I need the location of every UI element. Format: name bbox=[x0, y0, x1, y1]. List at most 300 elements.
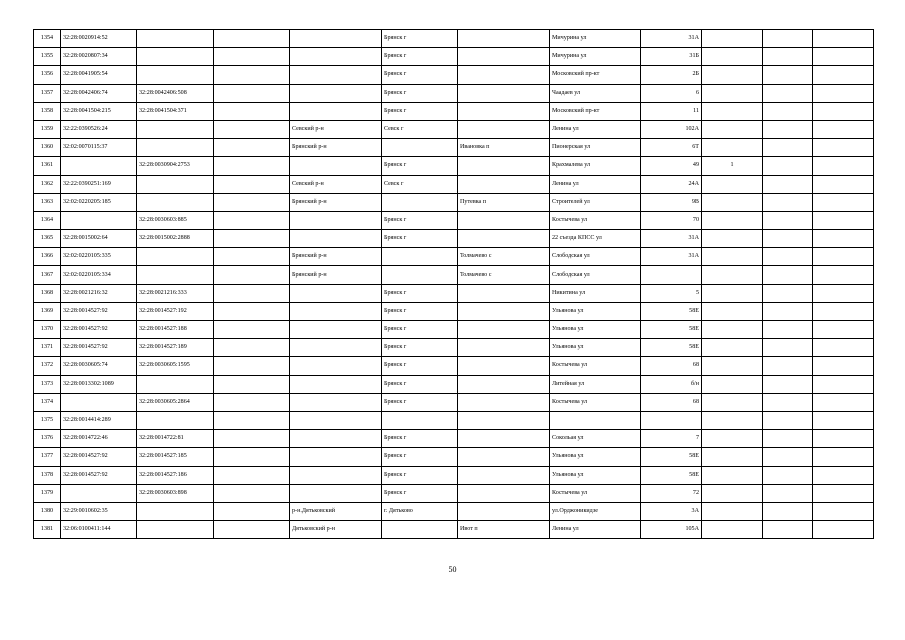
extra-cell bbox=[702, 139, 763, 157]
table-row bbox=[34, 30, 874, 48]
row-number: 1364 bbox=[34, 211, 61, 229]
cadastral-number bbox=[61, 211, 137, 229]
extra-cell bbox=[813, 339, 874, 357]
row-number: 1373 bbox=[34, 375, 61, 393]
extra-cell bbox=[702, 411, 763, 429]
house-number: 58Е bbox=[641, 321, 702, 339]
cadastral-number bbox=[61, 157, 137, 175]
locality bbox=[382, 139, 458, 157]
settlement bbox=[458, 175, 550, 193]
street: Слободская ул bbox=[550, 248, 641, 266]
extra-cell bbox=[763, 411, 813, 429]
extra-cell bbox=[702, 175, 763, 193]
settlement bbox=[458, 466, 550, 484]
row-number: 1368 bbox=[34, 284, 61, 302]
extra-cell bbox=[813, 375, 874, 393]
house-number: 3А bbox=[641, 502, 702, 520]
building-cadastral-number: 32:28:0030904:2753 bbox=[137, 157, 214, 175]
locality: Брянск г bbox=[382, 211, 458, 229]
locality: Брянск г bbox=[382, 84, 458, 102]
extra-cell bbox=[702, 339, 763, 357]
extra-cell bbox=[763, 448, 813, 466]
locality: Брянск г bbox=[382, 484, 458, 502]
extra-cell bbox=[813, 448, 874, 466]
cadastral-number: 32:02:0220205:185 bbox=[61, 193, 137, 211]
empty-cell bbox=[214, 139, 290, 157]
house-number bbox=[641, 411, 702, 429]
page-number: 50 bbox=[448, 565, 457, 574]
district bbox=[290, 84, 382, 102]
settlement bbox=[458, 102, 550, 120]
extra-cell bbox=[813, 466, 874, 484]
extra-cell bbox=[702, 48, 763, 66]
district bbox=[290, 484, 382, 502]
cadastral-number: 32:28:0014527:92 bbox=[61, 321, 137, 339]
row-number: 1355 bbox=[34, 48, 61, 66]
building-cadastral-number: 32:28:0041504:371 bbox=[137, 102, 214, 120]
extra-cell bbox=[813, 411, 874, 429]
row-number: 1366 bbox=[34, 248, 61, 266]
cadastral-number: 32:28:0013302:1089 bbox=[61, 375, 137, 393]
extra-cell bbox=[763, 84, 813, 102]
locality: Брянск г bbox=[382, 30, 458, 48]
empty-cell bbox=[214, 193, 290, 211]
settlement bbox=[458, 411, 550, 429]
house-number: 31А bbox=[641, 30, 702, 48]
empty-cell bbox=[214, 175, 290, 193]
building-cadastral-number: 32:28:0014527:185 bbox=[137, 448, 214, 466]
extra-cell bbox=[763, 430, 813, 448]
extra-cell bbox=[813, 48, 874, 66]
extra-cell bbox=[763, 139, 813, 157]
locality: Брянск г bbox=[382, 157, 458, 175]
table-row bbox=[34, 284, 874, 302]
house-number: 9В bbox=[641, 193, 702, 211]
cadastral-number bbox=[61, 393, 137, 411]
extra-cell bbox=[813, 266, 874, 284]
street: Костычева ул bbox=[550, 357, 641, 375]
extra-cell bbox=[702, 521, 763, 539]
table-row bbox=[34, 430, 874, 448]
house-number: 68 bbox=[641, 357, 702, 375]
locality: Брянск г bbox=[382, 302, 458, 320]
district bbox=[290, 48, 382, 66]
building-cadastral-number: 32:28:0014527:186 bbox=[137, 466, 214, 484]
row-number: 1381 bbox=[34, 521, 61, 539]
extra-cell bbox=[813, 484, 874, 502]
row-number: 1374 bbox=[34, 393, 61, 411]
table-row bbox=[34, 139, 874, 157]
house-number: 68 bbox=[641, 393, 702, 411]
district bbox=[290, 211, 382, 229]
building-cadastral-number: 32:28:0030605:2864 bbox=[137, 393, 214, 411]
locality: Брянск г bbox=[382, 339, 458, 357]
empty-cell bbox=[214, 211, 290, 229]
street: Московский пр-кт bbox=[550, 102, 641, 120]
cadastral-number: 32:22:0390251:169 bbox=[61, 175, 137, 193]
house-number: 11 bbox=[641, 102, 702, 120]
house-number: 31А bbox=[641, 230, 702, 248]
extra-cell bbox=[763, 302, 813, 320]
locality bbox=[382, 266, 458, 284]
street: Сокольая ул bbox=[550, 430, 641, 448]
house-number bbox=[641, 266, 702, 284]
extra-cell bbox=[763, 375, 813, 393]
district: Дятьковский р-н bbox=[290, 521, 382, 539]
building-cadastral-number bbox=[137, 248, 214, 266]
settlement bbox=[458, 30, 550, 48]
locality: Брянск г bbox=[382, 393, 458, 411]
house-number: 6Т bbox=[641, 139, 702, 157]
cadastral-number: 32:28:0014527:92 bbox=[61, 448, 137, 466]
cadastral-number: 32:28:0030605:74 bbox=[61, 357, 137, 375]
street: 22 съезда КПСС ул bbox=[550, 230, 641, 248]
table-row bbox=[34, 266, 874, 284]
house-number: 58Е bbox=[641, 448, 702, 466]
building-cadastral-number: 32:28:0015002:2888 bbox=[137, 230, 214, 248]
building-cadastral-number bbox=[137, 175, 214, 193]
table-row bbox=[34, 466, 874, 484]
row-number: 1360 bbox=[34, 139, 61, 157]
table-row bbox=[34, 120, 874, 138]
empty-cell bbox=[214, 120, 290, 138]
table-row bbox=[34, 339, 874, 357]
extra-cell bbox=[702, 230, 763, 248]
district bbox=[290, 411, 382, 429]
table-row bbox=[34, 230, 874, 248]
row-number: 1375 bbox=[34, 411, 61, 429]
district bbox=[290, 393, 382, 411]
table-row bbox=[34, 321, 874, 339]
register-table bbox=[33, 29, 874, 539]
extra-cell bbox=[813, 139, 874, 157]
locality: Севск г bbox=[382, 175, 458, 193]
locality: Брянск г bbox=[382, 48, 458, 66]
extra-cell bbox=[702, 248, 763, 266]
street: Мичурина ул bbox=[550, 48, 641, 66]
house-number: 58Е bbox=[641, 339, 702, 357]
building-cadastral-number: 32:28:0030605:1595 bbox=[137, 357, 214, 375]
extra-cell bbox=[813, 521, 874, 539]
street: Литейная ул bbox=[550, 375, 641, 393]
house-number: 2Б bbox=[641, 66, 702, 84]
row-number: 1370 bbox=[34, 321, 61, 339]
cadastral-number: 32:28:0014414:289 bbox=[61, 411, 137, 429]
building-cadastral-number bbox=[137, 30, 214, 48]
house-number: 7 bbox=[641, 430, 702, 448]
locality: г. Дятьково bbox=[382, 502, 458, 520]
table-row bbox=[34, 157, 874, 175]
locality bbox=[382, 411, 458, 429]
street bbox=[550, 411, 641, 429]
building-cadastral-number: 32:28:0030603:885 bbox=[137, 211, 214, 229]
cadastral-number: 32:28:0014527:92 bbox=[61, 466, 137, 484]
row-number: 1377 bbox=[34, 448, 61, 466]
extra-cell bbox=[813, 84, 874, 102]
locality bbox=[382, 193, 458, 211]
settlement bbox=[458, 339, 550, 357]
table-row bbox=[34, 502, 874, 520]
district bbox=[290, 466, 382, 484]
cadastral-number: 32:02:0070115:37 bbox=[61, 139, 137, 157]
cadastral-number: 32:29:0010602:35 bbox=[61, 502, 137, 520]
cadastral-number: 32:28:0020807:34 bbox=[61, 48, 137, 66]
extra-cell bbox=[763, 284, 813, 302]
empty-cell bbox=[214, 502, 290, 520]
district bbox=[290, 157, 382, 175]
district: Севский р-н bbox=[290, 175, 382, 193]
district: р-н.Дятьковский bbox=[290, 502, 382, 520]
street: Ульянова ул bbox=[550, 466, 641, 484]
row-number: 1361 bbox=[34, 157, 61, 175]
district bbox=[290, 102, 382, 120]
extra-cell bbox=[813, 120, 874, 138]
extra-cell bbox=[702, 193, 763, 211]
table-row bbox=[34, 521, 874, 539]
street: Ленина ул bbox=[550, 120, 641, 138]
street: Костычева ул bbox=[550, 484, 641, 502]
extra-cell bbox=[813, 230, 874, 248]
extra-cell bbox=[702, 66, 763, 84]
settlement bbox=[458, 120, 550, 138]
extra-cell bbox=[763, 321, 813, 339]
extra-cell bbox=[813, 502, 874, 520]
extra-cell bbox=[813, 175, 874, 193]
table-row bbox=[34, 175, 874, 193]
settlement: Ивановка п bbox=[458, 139, 550, 157]
extra-cell bbox=[763, 120, 813, 138]
settlement: Толмачево с bbox=[458, 248, 550, 266]
extra-cell bbox=[763, 521, 813, 539]
locality: Брянск г bbox=[382, 430, 458, 448]
building-cadastral-number: 32:28:0014527:189 bbox=[137, 339, 214, 357]
row-number: 1363 bbox=[34, 193, 61, 211]
district bbox=[290, 66, 382, 84]
row-number: 1354 bbox=[34, 30, 61, 48]
extra-cell bbox=[813, 102, 874, 120]
locality: Брянск г bbox=[382, 448, 458, 466]
district bbox=[290, 357, 382, 375]
street: Чаадаев ул bbox=[550, 84, 641, 102]
table-row bbox=[34, 211, 874, 229]
empty-cell bbox=[214, 339, 290, 357]
table-row bbox=[34, 48, 874, 66]
settlement bbox=[458, 448, 550, 466]
extra-cell bbox=[813, 193, 874, 211]
extra-cell: 1 bbox=[702, 157, 763, 175]
empty-cell bbox=[214, 284, 290, 302]
building-cadastral-number bbox=[137, 120, 214, 138]
table-row bbox=[34, 84, 874, 102]
empty-cell bbox=[214, 321, 290, 339]
district bbox=[290, 339, 382, 357]
building-cadastral-number bbox=[137, 521, 214, 539]
settlement bbox=[458, 157, 550, 175]
settlement: Толмачево с bbox=[458, 266, 550, 284]
cadastral-number: 32:28:0041504:215 bbox=[61, 102, 137, 120]
row-number: 1372 bbox=[34, 357, 61, 375]
table-row bbox=[34, 302, 874, 320]
building-cadastral-number bbox=[137, 193, 214, 211]
extra-cell bbox=[702, 393, 763, 411]
extra-cell bbox=[763, 102, 813, 120]
row-number: 1379 bbox=[34, 484, 61, 502]
settlement: Путевка п bbox=[458, 193, 550, 211]
settlement bbox=[458, 375, 550, 393]
house-number: 58Е bbox=[641, 302, 702, 320]
cadastral-number: 32:02:0220105:335 bbox=[61, 248, 137, 266]
street: Ульянова ул bbox=[550, 302, 641, 320]
cadastral-number bbox=[61, 484, 137, 502]
empty-cell bbox=[214, 48, 290, 66]
table-row bbox=[34, 393, 874, 411]
row-number: 1356 bbox=[34, 66, 61, 84]
street: Ульянова ул bbox=[550, 448, 641, 466]
street: ул.Орджоникидзе bbox=[550, 502, 641, 520]
cadastral-number: 32:28:0014527:92 bbox=[61, 339, 137, 357]
empty-cell bbox=[214, 357, 290, 375]
street: Никитина ул bbox=[550, 284, 641, 302]
extra-cell bbox=[702, 266, 763, 284]
house-number: 49 bbox=[641, 157, 702, 175]
extra-cell bbox=[813, 357, 874, 375]
settlement bbox=[458, 502, 550, 520]
building-cadastral-number bbox=[137, 375, 214, 393]
extra-cell bbox=[763, 157, 813, 175]
table-row bbox=[34, 102, 874, 120]
empty-cell bbox=[214, 466, 290, 484]
empty-cell bbox=[214, 30, 290, 48]
district: Севский р-н bbox=[290, 120, 382, 138]
locality: Брянск г bbox=[382, 321, 458, 339]
extra-cell bbox=[702, 357, 763, 375]
building-cadastral-number: 32:28:0014722:81 bbox=[137, 430, 214, 448]
register-rows bbox=[34, 30, 874, 539]
empty-cell bbox=[214, 66, 290, 84]
empty-cell bbox=[214, 484, 290, 502]
table-row bbox=[34, 411, 874, 429]
house-number: 31Б bbox=[641, 48, 702, 66]
building-cadastral-number: 32:28:0030603:898 bbox=[137, 484, 214, 502]
extra-cell bbox=[813, 430, 874, 448]
empty-cell bbox=[214, 230, 290, 248]
district: Брянский р-н bbox=[290, 266, 382, 284]
locality: Брянск г bbox=[382, 375, 458, 393]
extra-cell bbox=[763, 230, 813, 248]
extra-cell bbox=[763, 48, 813, 66]
extra-cell bbox=[702, 375, 763, 393]
building-cadastral-number bbox=[137, 266, 214, 284]
cadastral-number: 32:28:0015002:64 bbox=[61, 230, 137, 248]
row-number: 1357 bbox=[34, 84, 61, 102]
house-number: 31А bbox=[641, 248, 702, 266]
building-cadastral-number bbox=[137, 48, 214, 66]
empty-cell bbox=[214, 84, 290, 102]
settlement bbox=[458, 484, 550, 502]
house-number: 6 bbox=[641, 84, 702, 102]
locality: Севск г bbox=[382, 120, 458, 138]
house-number: 5 bbox=[641, 284, 702, 302]
house-number: 102А bbox=[641, 120, 702, 138]
house-number: 72 bbox=[641, 484, 702, 502]
extra-cell bbox=[763, 193, 813, 211]
cadastral-number: 32:28:0020914:52 bbox=[61, 30, 137, 48]
street: Мичурина ул bbox=[550, 30, 641, 48]
table-row bbox=[34, 66, 874, 84]
district: Брянский р-н bbox=[290, 193, 382, 211]
extra-cell bbox=[702, 321, 763, 339]
empty-cell bbox=[214, 393, 290, 411]
street: Ленина ул bbox=[550, 175, 641, 193]
extra-cell bbox=[763, 66, 813, 84]
extra-cell bbox=[763, 248, 813, 266]
cadastral-number: 32:02:0220105:334 bbox=[61, 266, 137, 284]
building-cadastral-number bbox=[137, 66, 214, 84]
street: Крахмалева ул bbox=[550, 157, 641, 175]
street: Слободская ул bbox=[550, 266, 641, 284]
extra-cell bbox=[702, 302, 763, 320]
empty-cell bbox=[214, 157, 290, 175]
extra-cell bbox=[702, 30, 763, 48]
district: Брянский р-н bbox=[290, 248, 382, 266]
cadastral-number: 32:28:0041905:54 bbox=[61, 66, 137, 84]
empty-cell bbox=[214, 375, 290, 393]
extra-cell bbox=[702, 430, 763, 448]
empty-cell bbox=[214, 521, 290, 539]
empty-cell bbox=[214, 102, 290, 120]
table-row bbox=[34, 448, 874, 466]
house-number: 70 bbox=[641, 211, 702, 229]
settlement bbox=[458, 48, 550, 66]
building-cadastral-number bbox=[137, 139, 214, 157]
house-number: 105А bbox=[641, 521, 702, 539]
extra-cell bbox=[763, 30, 813, 48]
row-number: 1376 bbox=[34, 430, 61, 448]
district bbox=[290, 375, 382, 393]
settlement bbox=[458, 321, 550, 339]
row-number: 1362 bbox=[34, 175, 61, 193]
settlement bbox=[458, 302, 550, 320]
extra-cell bbox=[702, 484, 763, 502]
building-cadastral-number: 32:28:0042406:508 bbox=[137, 84, 214, 102]
extra-cell bbox=[763, 211, 813, 229]
extra-cell bbox=[813, 211, 874, 229]
empty-cell bbox=[214, 266, 290, 284]
cadastral-number: 32:28:0014722:46 bbox=[61, 430, 137, 448]
district bbox=[290, 284, 382, 302]
extra-cell bbox=[763, 502, 813, 520]
table-row bbox=[34, 375, 874, 393]
row-number: 1369 bbox=[34, 302, 61, 320]
settlement bbox=[458, 230, 550, 248]
settlement bbox=[458, 84, 550, 102]
house-number: 58Е bbox=[641, 466, 702, 484]
extra-cell bbox=[702, 466, 763, 484]
table-row bbox=[34, 357, 874, 375]
street: Пионерская ул bbox=[550, 139, 641, 157]
row-number: 1378 bbox=[34, 466, 61, 484]
settlement bbox=[458, 66, 550, 84]
cadastral-number: 32:06:0100411:144 bbox=[61, 521, 137, 539]
empty-cell bbox=[214, 411, 290, 429]
district bbox=[290, 30, 382, 48]
district bbox=[290, 230, 382, 248]
street: Ульянова ул bbox=[550, 339, 641, 357]
street: Строителей ул bbox=[550, 193, 641, 211]
row-number: 1359 bbox=[34, 120, 61, 138]
district bbox=[290, 448, 382, 466]
street: Московский пр-кт bbox=[550, 66, 641, 84]
